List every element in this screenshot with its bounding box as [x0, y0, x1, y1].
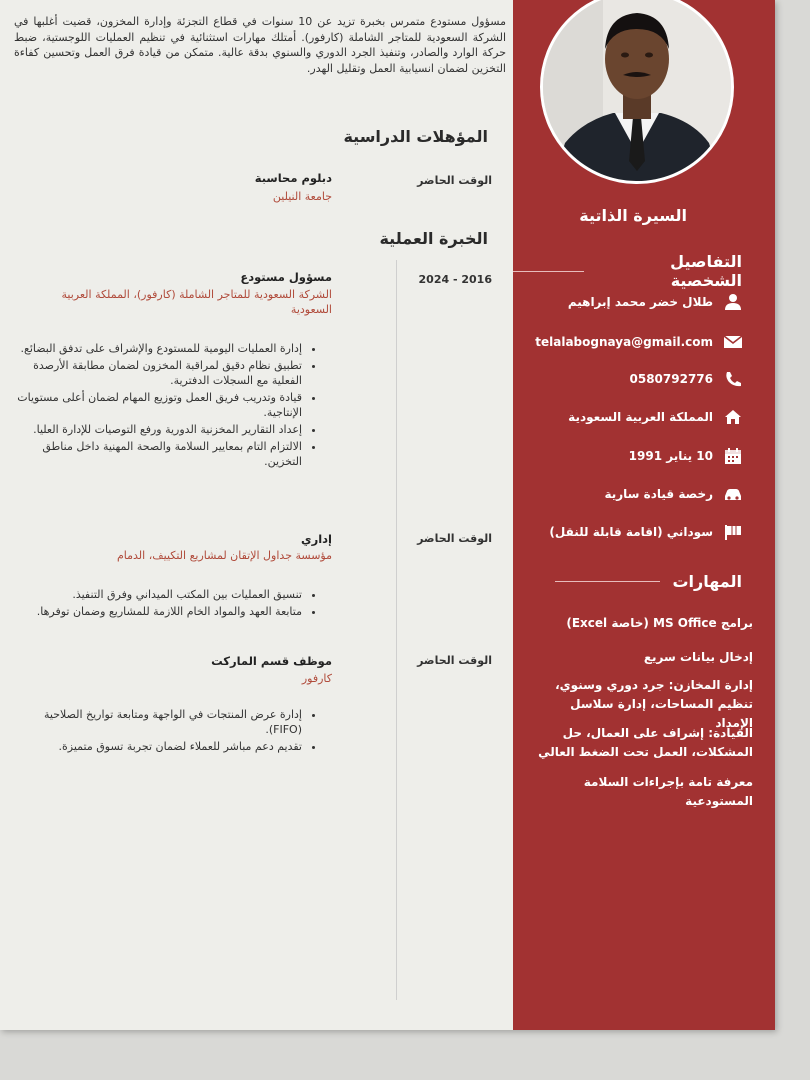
list-item: • تنسيق العمليات بين المكتب الميداني وفرق التنفيذ. [14, 587, 302, 602]
job-1-duties [14, 341, 316, 471]
experience-heading: الخبرة العملية [379, 229, 488, 248]
education-school: جامعة النيلين [272, 190, 332, 203]
contact-license [604, 485, 743, 503]
contact-email-text[interactable]: telalabognaya@gmail.com [535, 335, 713, 349]
contact-nationality [549, 523, 743, 541]
contact-email[interactable] [535, 333, 743, 351]
list-item: • إدارة عرض المنتجات في الواجهة ومتابعة تواريخ الصلاحية (FIFO). [14, 707, 302, 737]
phone-icon [723, 370, 743, 388]
job-2-org: مؤسسة جداول الإتقان لمشاريع التكييف، الدمام [116, 549, 332, 562]
person-icon [723, 293, 743, 311]
contact-country-text: المملكة العربية السعودية [568, 410, 713, 424]
education-date: الوقت الحاضر [417, 174, 492, 187]
contact-country [568, 408, 743, 426]
personal-details-label: التفاصيل الشخصية [670, 252, 742, 290]
heading-divider [555, 581, 660, 582]
list-item: • إعداد التقارير المخزنية الدورية ورفع التوصيات للإدارة العليا. [14, 422, 302, 437]
email-icon [723, 333, 743, 351]
list-item: • تقديم دعم مباشر للعملاء لضمان تجربة تسوق متميزة. [14, 739, 302, 754]
contact-name-text: طلال خضر محمد إبراهيم [567, 295, 713, 309]
flag-icon [723, 523, 743, 541]
calendar-icon [723, 447, 743, 465]
home-icon [723, 408, 743, 426]
job-2-date: الوقت الحاضر [417, 532, 492, 545]
cv-title: السيرة الذاتية [579, 206, 687, 225]
job-3-date: الوقت الحاضر [417, 654, 492, 667]
list-item: • إدارة العمليات اليومية للمستودع والإشراف على تدفق البضائع. [14, 341, 302, 356]
list-item: • الالتزام التام بمعايير السلامة والصحة المهنية داخل مناطق التخزين. [14, 439, 302, 469]
skill-item: برامج MS Office (خاصة Excel) [566, 616, 753, 630]
contact-license-text: رخصة قيادة سارية [604, 487, 713, 501]
job-3-org: كارفور [301, 672, 332, 685]
list-item: • تطبيق نظام دقيق لمراقبة المخزون لضمان مطابقة الأرصدة الفعلية مع السجلات الدفترية. [14, 358, 302, 388]
timeline-divider [396, 260, 397, 1000]
contact-name [568, 293, 743, 311]
contact-nationality-text: سوداني (اقامة قابلة للنقل) [549, 525, 713, 539]
skill-item: معرفة تامة بإجراءات السلامة المستودعية [583, 775, 753, 808]
job-3-duties [14, 707, 316, 756]
profile-summary: مسؤول مستودع متمرس بخبرة تزيد عن 10 سنوات في قطاع التجزئة وإدارة المخزون، قضيت أغلبها في الشركة السعودية للمتاجر الشاملة (كارفور). أمتلك مهارات استثنائية في تنظيم العمليات اللوجستية، ضبط حركة الوارد والصادر، وتنفيذ الجرد الدوري والسنوي بدقة عالية. متمكن من قيادة فرق العمل وتحسين كفاءة التخزين لضمان انسيابية العمل وتقليل الهدر. [14, 15, 506, 75]
sidebar [513, 0, 775, 1030]
job-1-org: الشركة السعودية للمتاجر الشاملة (كارفور)، المملكة العربية السعودية [61, 288, 332, 316]
contact-phone-text[interactable]: 0580792776 [629, 372, 713, 386]
profile-photo [540, 0, 734, 184]
job-2-duties [14, 587, 316, 621]
skills-label: المهارات [672, 572, 742, 591]
car-icon [723, 485, 743, 503]
skill-item: إدخال بيانات سريع [643, 650, 753, 664]
contact-phone[interactable] [630, 370, 744, 388]
skills-heading [555, 572, 742, 591]
job-1-date: 2016 - 2024 [418, 273, 492, 286]
list-item: • متابعة العهد والمواد الخام اللازمة للمشاريع وضمان توفرها. [14, 604, 302, 619]
job-2-title: إداري [301, 532, 332, 546]
job-3-title: موظف قسم الماركت [211, 654, 332, 668]
personal-details-heading [513, 252, 742, 290]
contact-birthdate [629, 447, 743, 465]
list-item: • قيادة وتدريب فريق العمل وتوزيع المهام لضمان أعلى مستويات الإنتاجية. [14, 390, 302, 420]
education-heading: المؤهلات الدراسية [343, 127, 488, 146]
heading-divider [513, 271, 584, 272]
job-1-title: مسؤول مستودع [240, 270, 332, 284]
skill-item: القيادة: إشراف على العمال، حل المشكلات، العمل تحت الضغط العالي [538, 726, 753, 759]
contact-birthdate-text: 10 يناير 1991 [628, 449, 713, 463]
skill-item: إدارة المخازن: جرد دوري وسنوي، تنظيم المساحات، إدارة سلاسل الإمداد [555, 678, 753, 730]
education-degree: دبلوم محاسبة [254, 171, 332, 185]
